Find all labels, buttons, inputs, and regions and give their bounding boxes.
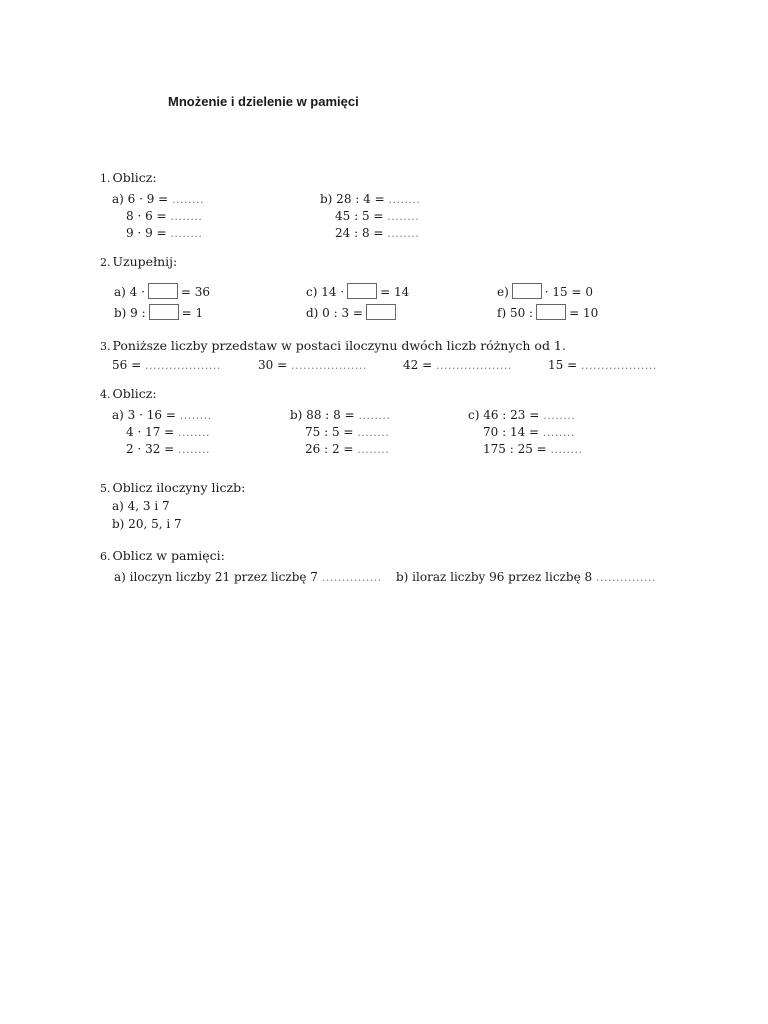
task-1b-line-1: b) 28 : 4 = ........ [320, 192, 421, 206]
task-3-item-1: 56 = ................... [112, 358, 221, 372]
task-1b-line-3: 24 : 8 = ........ [335, 226, 420, 240]
task-3-item-4: 15 = ................... [548, 358, 657, 372]
task-number: 3. [100, 340, 111, 353]
task-5a: a) 4, 3 i 7 [112, 499, 170, 513]
task-6a: a) iloczyn liczby 21 przez liczbę 7 ............... [114, 570, 382, 584]
task-4c-line-1: c) 46 : 23 = ........ [468, 408, 576, 422]
task-number: 6. [100, 550, 111, 563]
task-2e: e) · 15 = 0 [497, 285, 594, 299]
task-4a-line-3: 2 · 32 = ........ [126, 442, 211, 456]
task-instruction: Poniższe liczby przedstaw w postaci iloczynu dwóch liczb różnych od 1. [112, 338, 566, 353]
task-1a-line-3: 9 · 9 = ........ [126, 226, 203, 240]
task-2b: b) 9 : = 1 [114, 306, 204, 320]
answer-box[interactable] [366, 304, 396, 320]
task-instruction: Oblicz w pamięci: [112, 548, 225, 563]
task-3-item-3: 42 = ................... [403, 358, 512, 372]
task-instruction: Oblicz: [112, 386, 157, 401]
task-6b: b) iloraz liczby 96 przez liczbę 8 ............... [396, 570, 656, 584]
answer-box[interactable] [536, 304, 566, 320]
task-4b-line-1: b) 88 : 8 = ........ [290, 408, 391, 422]
answer-box[interactable] [148, 283, 178, 299]
task-4a-line-1: a) 3 · 16 = ........ [112, 408, 212, 422]
answer-box[interactable] [149, 304, 179, 320]
answer-box[interactable] [347, 283, 377, 299]
answer-box[interactable] [512, 283, 542, 299]
task-4c-line-3: 175 : 25 = ........ [483, 442, 583, 456]
task-2f: f) 50 : = 10 [497, 306, 599, 320]
page-title: Mnożenie i dzielenie w pamięci [168, 94, 359, 109]
task-4a-line-2: 4 · 17 = ........ [126, 425, 211, 439]
task-1a-line-2: 8 · 6 = ........ [126, 209, 203, 223]
task-number: 1. [100, 172, 111, 185]
task-1a-line-1: a) 6 · 9 = ........ [112, 192, 205, 206]
task-number: 2. [100, 256, 111, 269]
task-6-heading [100, 548, 225, 565]
task-4c-line-2: 70 : 14 = ........ [483, 425, 575, 439]
task-2d: d) 0 : 3 = [306, 304, 399, 321]
task-number: 5. [100, 482, 111, 495]
task-4b-line-2: 75 : 5 = ........ [305, 425, 390, 439]
task-4-heading [100, 386, 157, 403]
task-1b-line-2: 45 : 5 = ........ [335, 209, 420, 223]
task-3-item-2: 30 = ................... [258, 358, 367, 372]
task-instruction: Oblicz: [112, 170, 157, 185]
task-4b-line-3: 26 : 2 = ........ [305, 442, 390, 456]
task-2a: a) 4 · = 36 [114, 285, 211, 299]
task-number: 4. [100, 388, 111, 401]
task-5-heading [100, 480, 245, 497]
task-2-heading [100, 254, 177, 271]
task-1-heading [100, 170, 157, 187]
task-instruction: Uzupełnij: [112, 254, 178, 269]
task-2c: c) 14 · = 14 [306, 285, 410, 299]
task-3-heading [100, 338, 566, 355]
task-instruction: Oblicz iloczyny liczb: [112, 480, 246, 495]
task-5b: b) 20, 5, i 7 [112, 517, 182, 531]
